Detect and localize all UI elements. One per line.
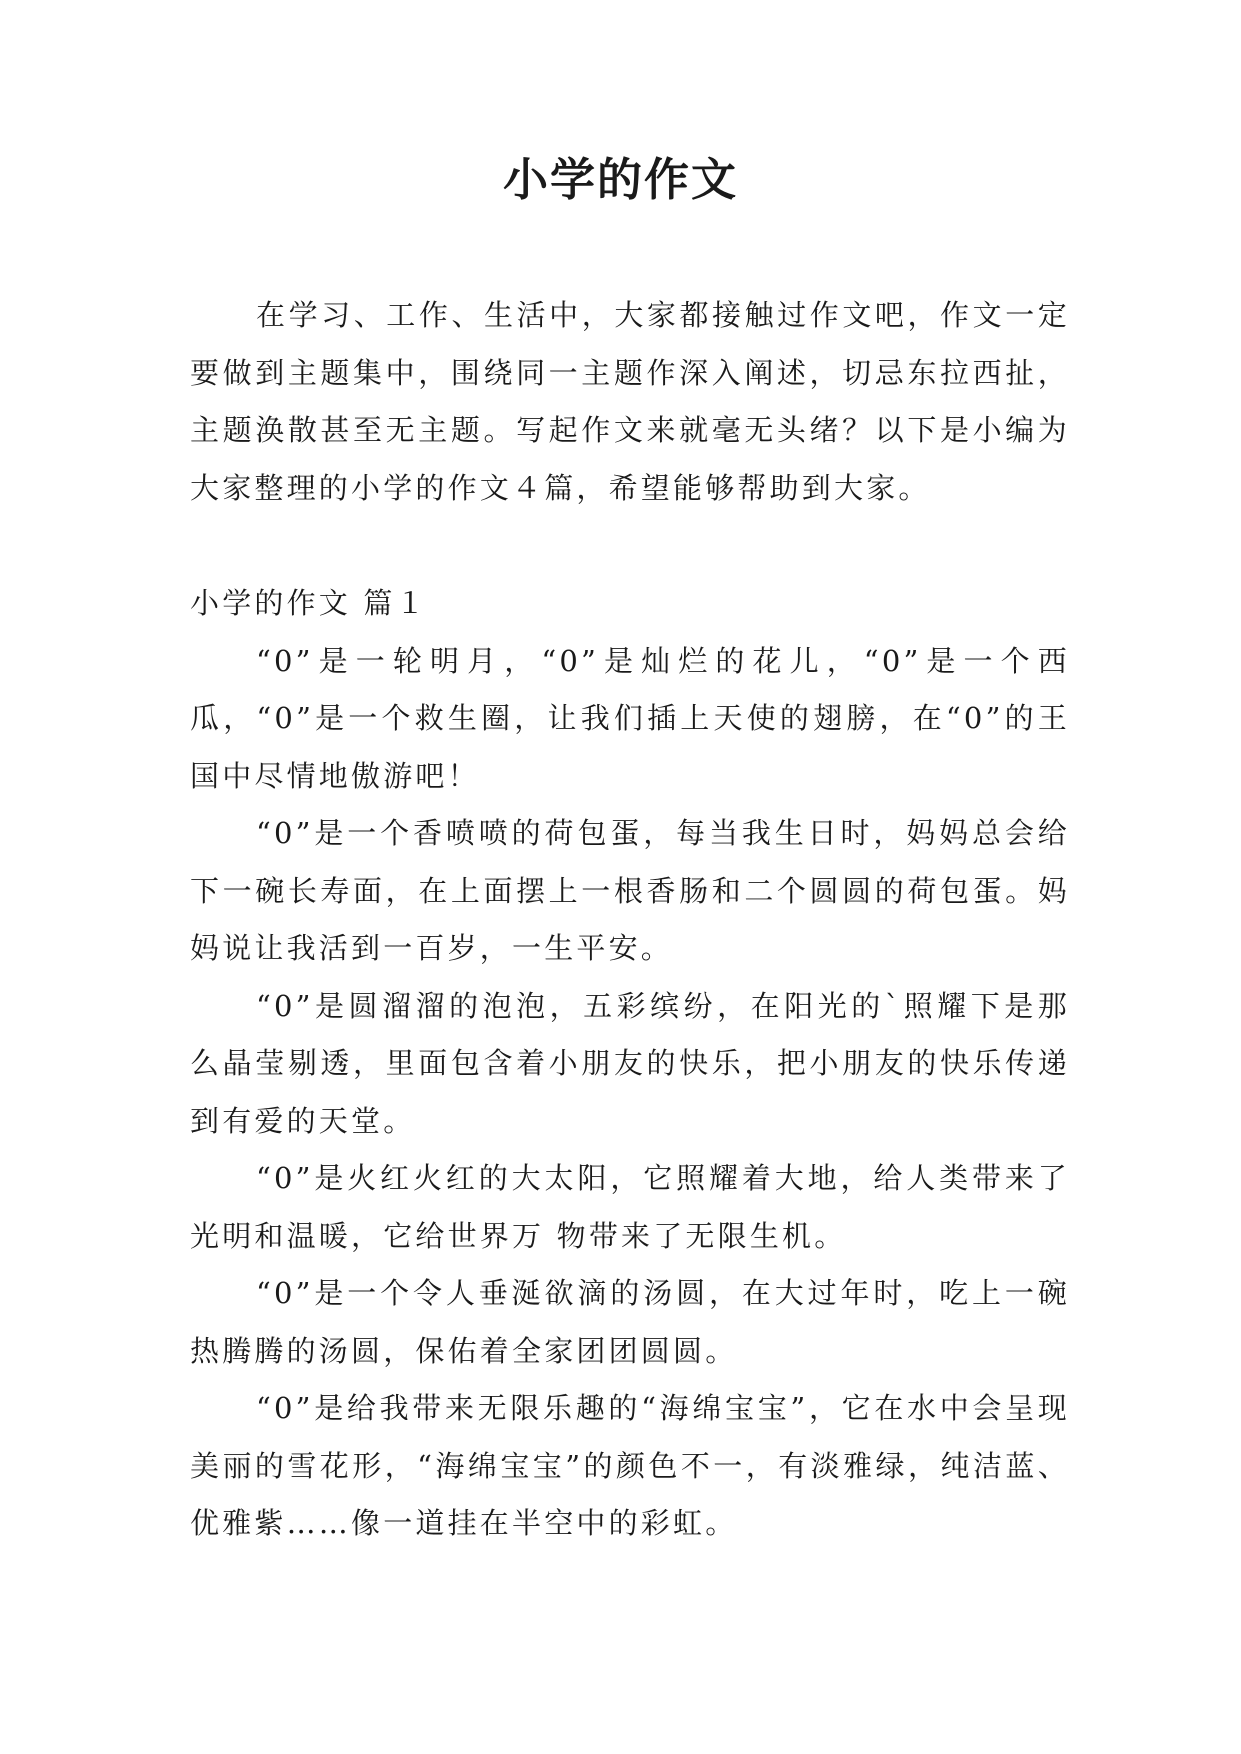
body-paragraph-3: “0”是圆溜溜的泡泡，五彩缤纷，在阳光的`照耀下是那么晶莹剔透，里面包含着小朋友的快乐，把小朋友的快乐传递到有爱的天堂。 [190, 988, 1070, 1138]
body-paragraph-1: “0”是一轮明月，“0”是灿烂的花儿，“0”是一个西瓜，“0”是一个救生圈，让我们插上天使的翅膀，在“0”的王国中尽情地傲游吧！ [190, 643, 1070, 793]
body-paragraph-2: “0”是一个香喷喷的荷包蛋，每当我生日时，妈妈总会给下一碗长寿面，在上面摆上一根香肠和二个圆圆的荷包蛋。妈妈说让我活到一百岁，一生平安。 [190, 816, 1070, 965]
document-body [190, 287, 1070, 1553]
body-paragraph-6: “0”是给我带来无限乐趣的“海绵宝宝”，它在水中会呈现美丽的雪花形，“海绵宝宝”的颜色不一，有淡雅绿，纯洁蓝、优雅紫……像一道挂在半空中的彩虹。 [190, 1391, 1070, 1540]
body-paragraph-5: “0”是一个令人垂涎欲滴的汤圆，在大过年时，吃上一碗热腾腾的汤圆，保佑着全家团团圆圆。 [190, 1276, 1070, 1368]
document-title: 小学的作文 [502, 153, 738, 206]
body-paragraph-4: “0”是火红火红的大太阳，它照耀着大地，给人类带来了光明和温暖，它给世界万 物带来了无限生机。 [190, 1161, 1070, 1253]
section-heading: 小学的作文 篇１ [190, 586, 428, 620]
intro-paragraph: 在学习、工作、生活中，大家都接触过作文吧，作文一定要做到主题集中，围绕同一主题作深入阐述，切忌东拉西扯，主题涣散甚至无主题。写起作文来就毫无头绪？以下是小编为大家整理的小学的作文４篇，希望能够帮助到大家。 [190, 298, 1070, 505]
